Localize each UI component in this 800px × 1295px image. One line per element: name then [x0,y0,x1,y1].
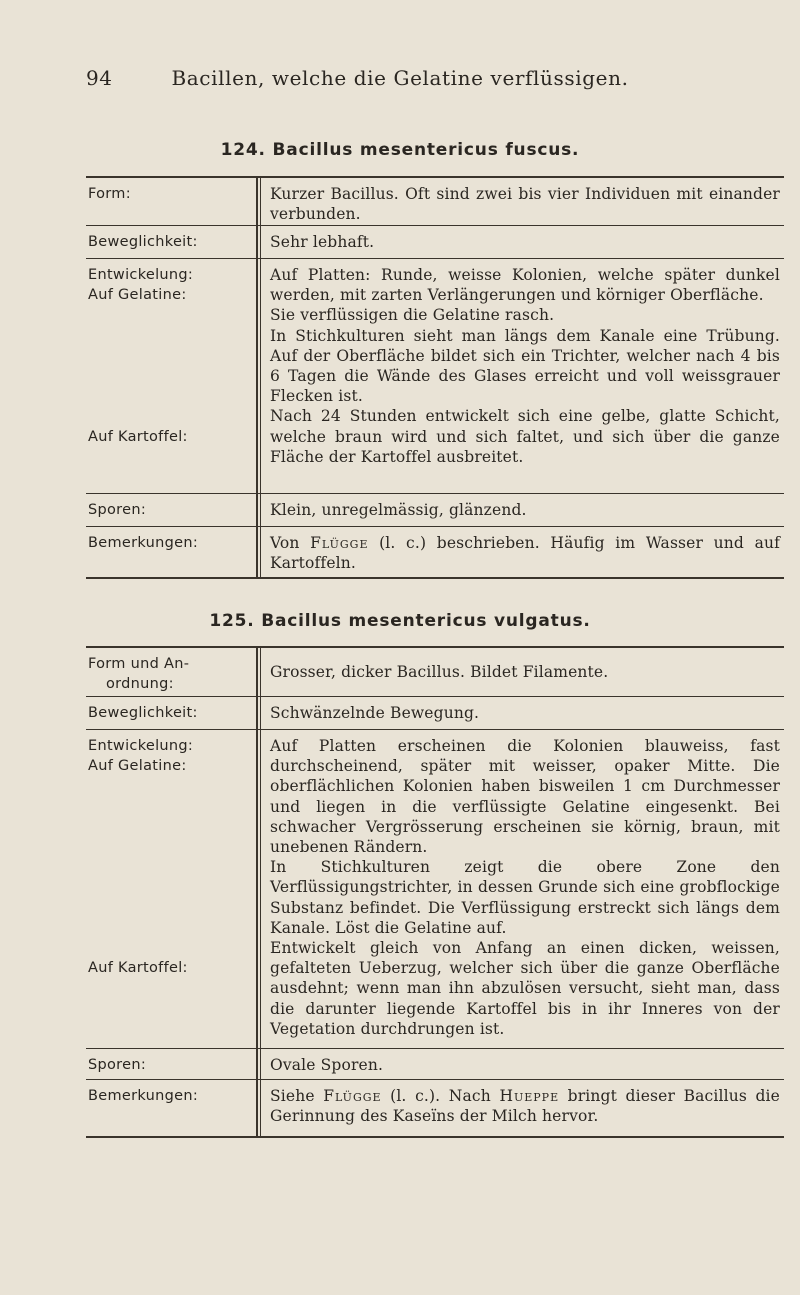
table-row [86,730,784,1049]
row-label: Entwickelung: [88,738,194,754]
row-label: Form und An- [88,656,190,672]
page-number: 94 [86,66,113,90]
author-name: Flügge [323,1087,382,1105]
row-label-group [86,259,262,493]
table-row [86,1080,784,1136]
text: (l. c.). Nach [381,1087,500,1105]
row-label: Auf Gelatine: [88,758,187,774]
row-value [262,527,784,577]
row-label-group [86,648,262,696]
author-name: Hueppe [499,1087,560,1105]
paragraph: In Stichkulturen sieht man längs dem Kanale eine Trübung. Auf der Oberfläche bildet sich ein Trichter, welcher nach 4 bis 6 Tagen die Wände des Glases erreicht und voll weissgrauer Flecken ist. [270,326,780,406]
row-value: Grosser, dicker Bacillus. Bildet Filamente. [270,663,609,681]
row-label: Sporen: [88,1057,147,1073]
row-label: Auf Gelatine: [88,287,187,303]
table-row [86,648,784,697]
row-value: Ovale Sporen. [270,1056,384,1074]
author-name: Flügge [310,534,369,552]
section-title-124: 124. Bacillus mesentericus fuscus. [220,140,580,160]
row-label: Auf Kartoffel: [88,960,188,976]
page-header [0,66,800,96]
table-row [86,697,784,730]
table-row [86,259,784,494]
paragraph: In Stichkulturen zeigt die obere Zone den Verflüssigungstrichter, in dessen Grunde sich eine grobflockige Substanz befindet. Die Verflüssigung erstreckt sich längs dem Kanale. Löst die Gelatine auf. [270,858,780,937]
row-value-group [262,259,784,493]
row-value-group [262,730,784,1048]
row-value: Sehr lebhaft. [270,233,375,251]
paragraph: Sie verflüssigen die Gelatine rasch. [270,306,555,325]
text: Von [270,534,311,552]
row-value: Kurzer Bacillus. Oft sind zwei bis vier Individuen mit einander verbunden. [270,185,780,224]
paragraph: Auf Platten erscheinen die Kolonien blauweiss, fast durchscheinend, später mit weisser, opaker Mitte. Die oberflächlichen Kolonien haben bisweilen 1 cm Durchmesser und liegen in die verflüssigte Gelatine eingesenkt. Bei schwacher Vergrösserung erscheinen sie körnig, braun, mit unebenen Rändern. [270,737,780,857]
section-title-125: 125. Bacillus mesentericus vulgatus. [209,611,591,631]
table-row [86,1049,784,1080]
row-label: Bemerkungen: [88,535,199,551]
row-value [262,1080,784,1136]
paragraph: Nach 24 Stunden entwickelt sich eine gelbe, glatte Schicht, welche braun wird und sich faltet, und sich über die ganze Fläche der Kartoffel ausbreitet. [270,407,780,466]
paragraph: Auf Platten: Runde, weisse Kolonien, welche später dunkel werden, mit zarten Verlängerungen und körniger Oberfläche. [270,266,780,305]
running-head: Bacillen, welche die Gelatine verflüssigen. [171,66,629,90]
row-label: Sporen: [88,502,147,518]
table-row [86,178,784,226]
row-label: Beweglichkeit: [88,705,198,721]
table-125 [86,646,784,1138]
row-label: Entwickelung: [88,267,194,283]
row-value: Klein, unregelmässig, glänzend. [270,501,527,519]
row-label-group [86,730,262,1048]
paragraph: Entwickelt gleich von Anfang an einen dicken, weissen, gefalteten Ueberzug, welcher sich über die ganze Oberfläche ausdehnt; wenn man ihn abzulösen versucht, sieht man, dass die darunter liegende Kartoffel bis in ihr Inneres von der Vegetation durchdrungen ist. [270,939,780,1038]
row-label: Bemerkungen: [88,1088,199,1104]
row-label: Auf Kartoffel: [88,429,188,445]
row-label: Form: [88,186,131,202]
row-value: Schwänzelnde Bewegung. [270,704,480,722]
table-row [86,494,784,527]
text: bringt dieser Bacillus die Gerinnung des Kaseïns der Milch hervor. [270,1087,780,1126]
text: (l. c.) beschrieben. Häufig im Wasser und auf Kartoffeln. [270,534,780,573]
table-row [86,226,784,259]
table-124 [86,176,784,579]
text: Siehe [270,1087,324,1105]
row-label: ordnung: [106,676,174,692]
row-label: Beweglichkeit: [88,234,198,250]
table-row [86,527,784,577]
